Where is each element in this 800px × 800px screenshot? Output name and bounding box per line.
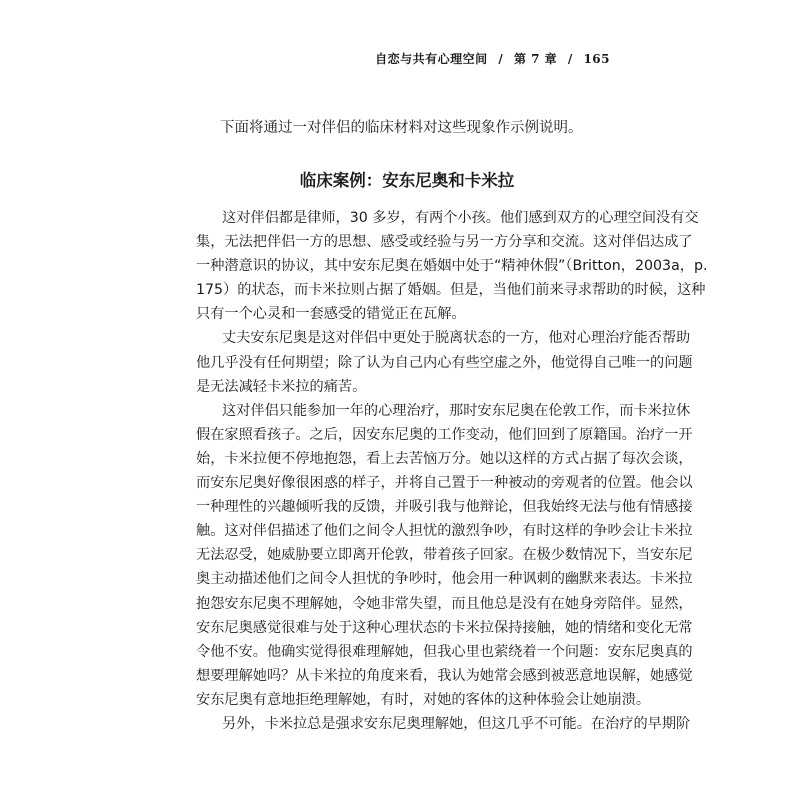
text-line: 触。这对伴侣描述了他们之间令人担忧的激烈争吵，有时这样的争吵会让卡米拉 (196, 523, 693, 540)
body-text (196, 206, 708, 736)
text-line: 抱怨安东尼奥不理解她，令她非常失望，而且他总是没有在她身旁陪伴。显然， (196, 595, 693, 612)
text-line: 始，卡米拉便不停地抱怨，看上去苦恼万分。她以这样的方式占据了每次会谈， (196, 450, 693, 467)
text-line: 令他不安。他确实觉得很难理解她，但我心里也萦绕着一个问题：安东尼奥真的 (196, 643, 693, 660)
text-line: 无法忍受，她威胁要立即离开伦敦，带着孩子回家。在极少数情况下，当安东尼 (196, 547, 693, 564)
text-line: 安东尼奥感觉很难与处于这种心理状态的卡米拉保持接触，她的情绪和变化无常 (196, 619, 693, 636)
section-title: 临床案例：安东尼奥和卡米拉 (299, 171, 515, 190)
header-separator: / (567, 52, 573, 66)
text-line: 一种潜意识的协议，其中安东尼奥在婚姻中处于“精神休假”（Britton，2003a，p. (196, 258, 708, 275)
text-line: 一种理性的兴趣倾听我的反馈，并吸引我与他辩论，但我始终无法与他有情感接 (196, 499, 693, 516)
header-separator: / (498, 52, 504, 66)
chapter-number: 第 7 章 (513, 52, 558, 66)
text-line: 安东尼奥有意地拒绝理解她，有时，对她的客体的这种体验会让她崩溃。 (196, 691, 651, 708)
text-line: 集，无法把伴侣一方的思想、感受或经验与另一方分享和交流。这对伴侣达成了 (196, 234, 693, 251)
intro-sentence: 下面将通过一对伴侣的临床材料对这些现象作示例说明。 (220, 120, 583, 136)
text-line: 这对伴侣都是律师，30 多岁，有两个小孩。他们感到双方的心理空间没有交 (222, 210, 699, 226)
text-line: 丈夫安东尼奥是这对伴侣中更处于脱离状态的一方，他对心理治疗能否帮助 (222, 330, 691, 347)
running-head (375, 50, 610, 67)
text-line: 只有一个心灵和一套感受的错觉正在瓦解。 (196, 306, 466, 323)
text-line: 他几乎没有任何期望；除了认为自己内心有些空虚之外，他觉得自己唯一的问题 (196, 354, 693, 371)
chapter-title: 自恋与共有心理空间 (375, 52, 488, 66)
text-line: 另外，卡米拉总是强求安东尼奥理解她，但这几乎不可能。在治疗的早期阶 (222, 715, 691, 732)
text-line: 而安东尼奥好像很困惑的样子，并将自己置于一种被动的旁观者的位置。他会以 (196, 475, 693, 492)
text-line: 这对伴侣只能参加一年的心理治疗，那时安东尼奥在伦敦工作，而卡米拉休 (222, 402, 691, 419)
text-line: 假在家照看孩子。之后，因安东尼奥的工作变动，他们回到了原籍国。治疗一开 (196, 426, 693, 443)
page-number: 165 (583, 52, 610, 66)
text-line: 是无法减轻卡米拉的痛苦。 (196, 378, 367, 395)
text-line: 想要理解她吗？从卡米拉的角度来看，我认为她常会感到被恶意地误解，她感觉 (196, 667, 693, 684)
text-line: 175）的状态，而卡米拉则占据了婚姻。但是，当他们前来寻求帮助的时候，这种 (196, 282, 706, 299)
text-line: 奥主动描述他们之间令人担忧的争吵时，他会用一种讽刺的幽默来表达。卡米拉 (196, 571, 693, 588)
